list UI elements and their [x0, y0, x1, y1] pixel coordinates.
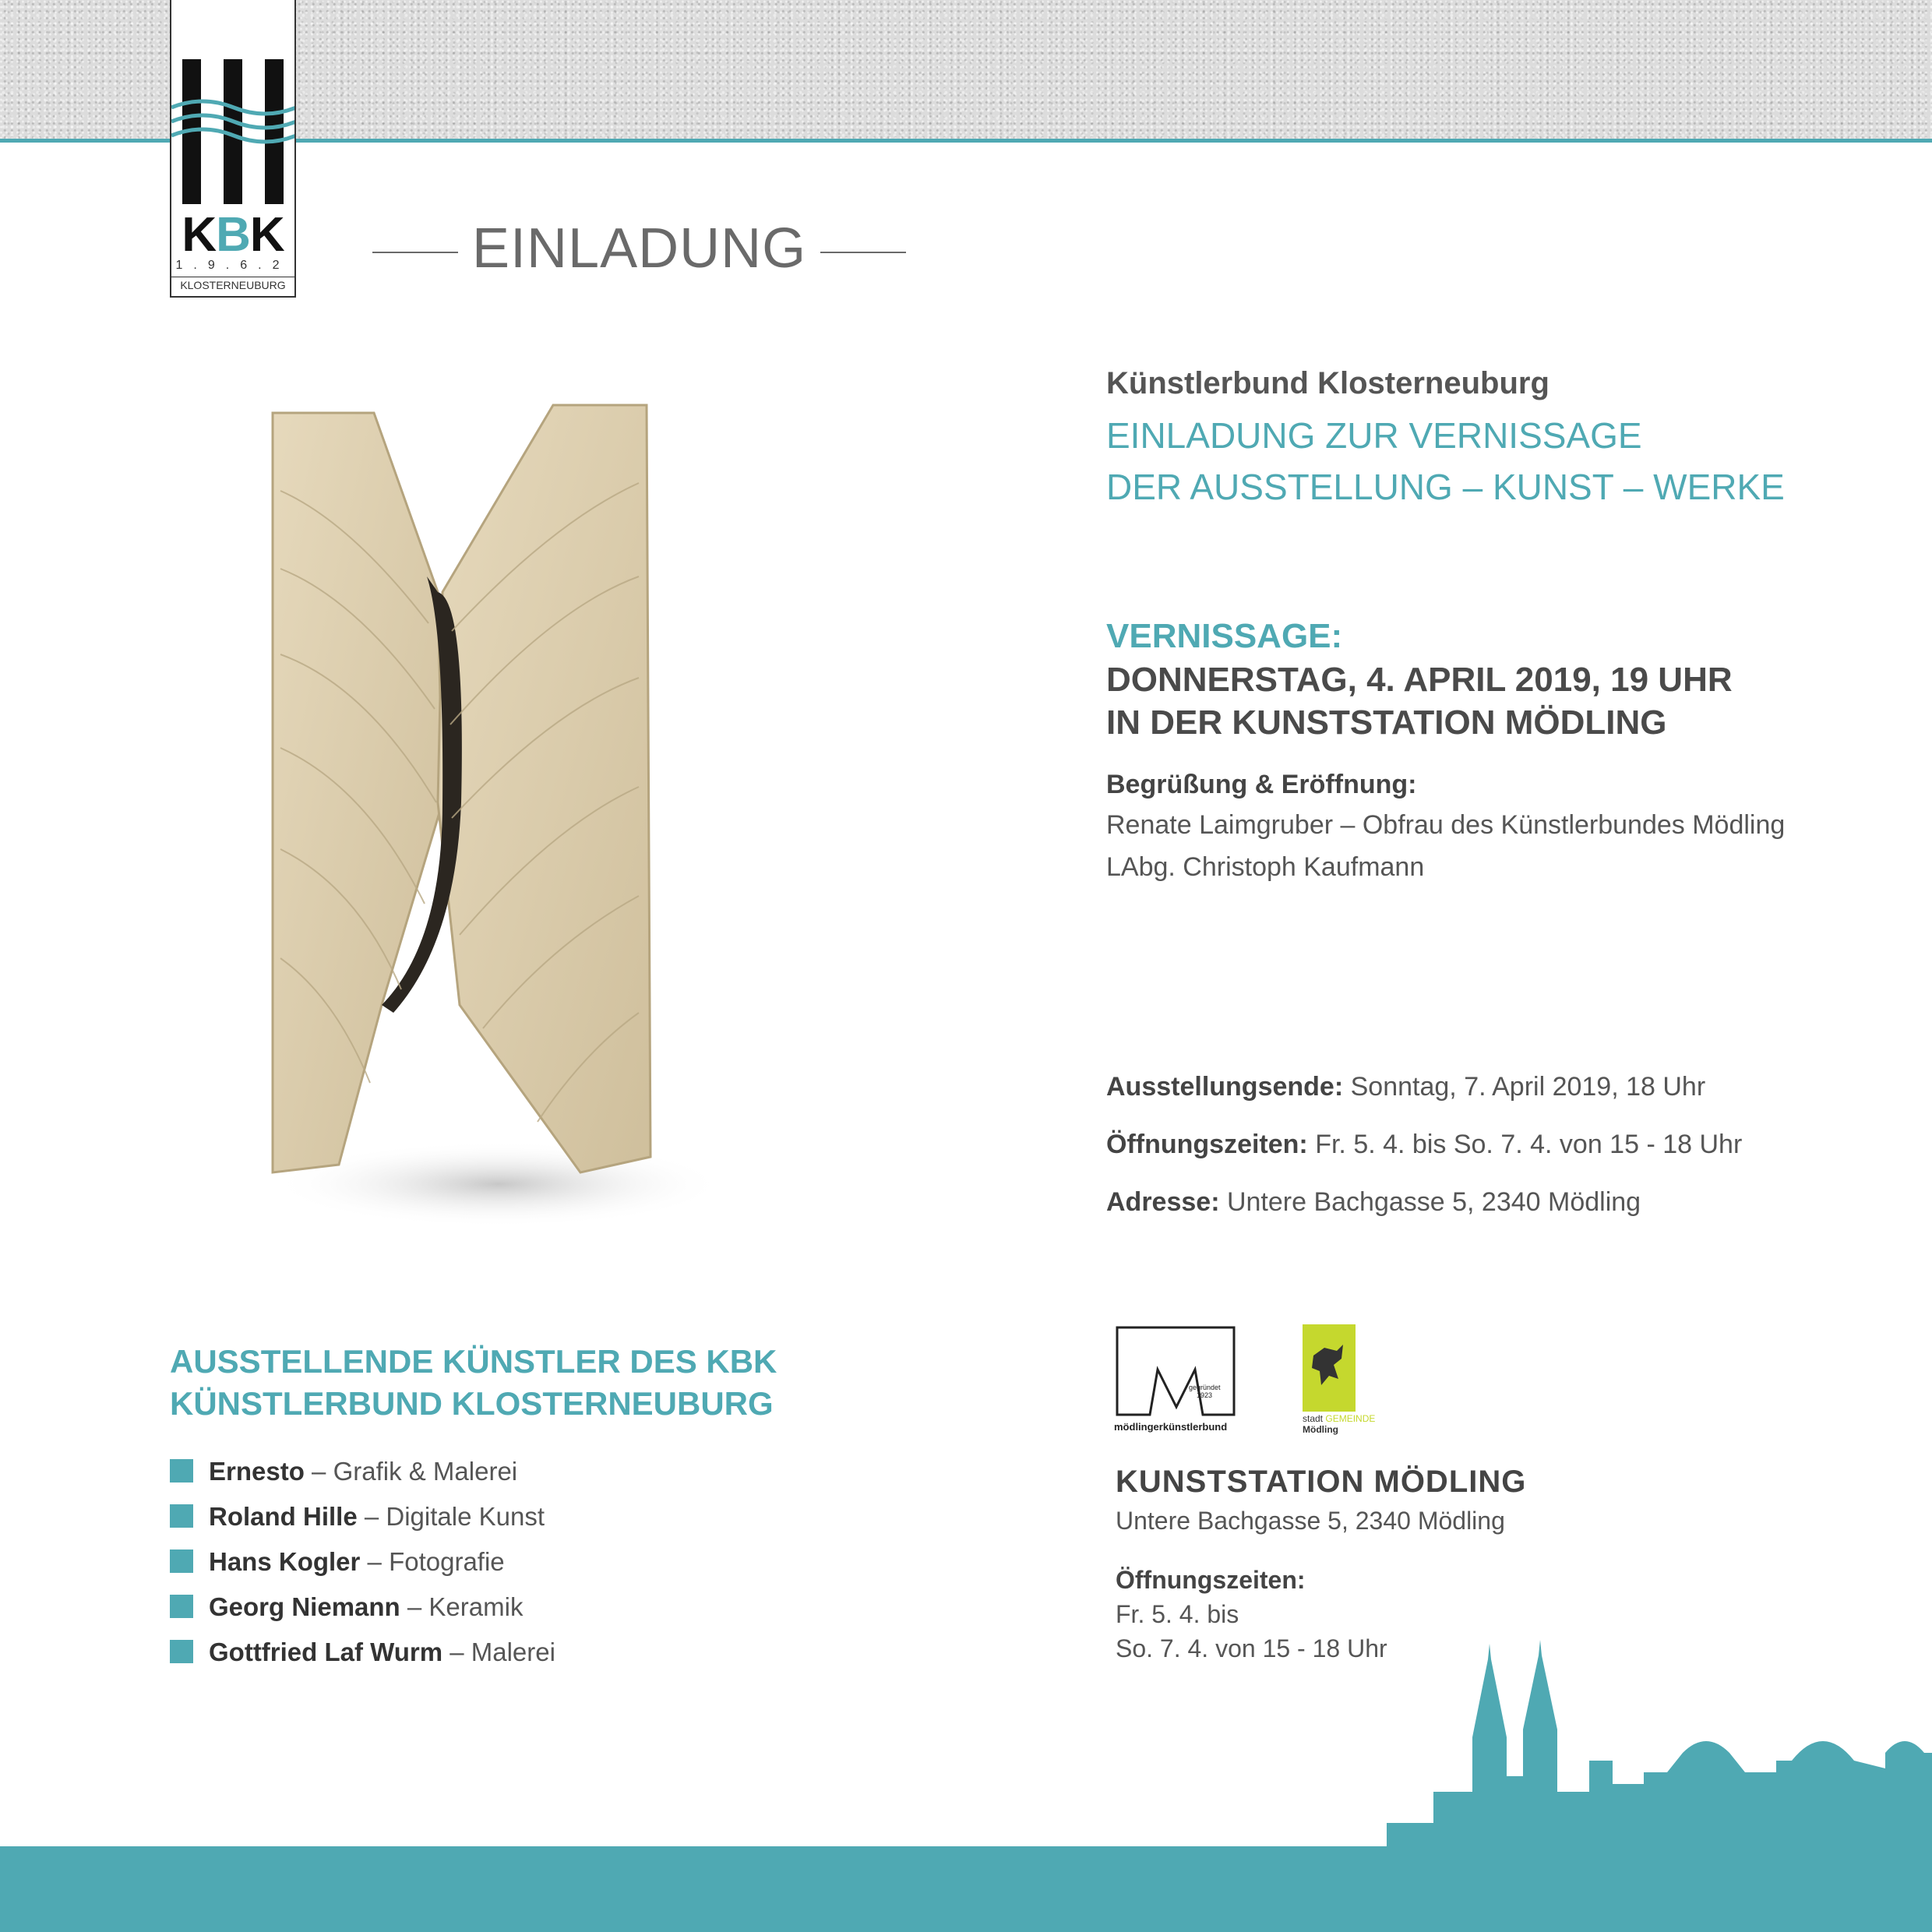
exhibition-end: Ausstellungsende: Sonntag, 7. April 2019, 18 Uhr — [1106, 1072, 1706, 1102]
intro-line2: DER AUSSTELLUNG – KUNST – WERKE — [1106, 467, 1785, 507]
opening-hours: Öffnungszeiten: Fr. 5. 4. bis So. 7. 4. von 15 - 18 Uhr — [1106, 1130, 1743, 1159]
intro-line1: EINLADUNG ZUR VERNISSAGE — [1106, 415, 1642, 456]
stadt-name: stadt GEMEINDE — [1303, 1413, 1376, 1424]
logo-waves-icon — [171, 86, 294, 179]
artist-row: Hans Kogler – Fotografie — [170, 1547, 505, 1577]
org-name: Künstlerbund Klosterneuburg — [1106, 366, 1549, 400]
venue-name: KUNSTSTATION MÖDLING — [1116, 1465, 1527, 1499]
artists-heading-1: AUSSTELLENDE KÜNSTLER DES KBK — [170, 1343, 777, 1380]
mkb-m-icon — [1114, 1324, 1239, 1418]
city-skyline-icon — [1387, 1636, 1932, 1854]
mkb-name: mödlingerkünstlerbund — [1114, 1421, 1228, 1433]
vernissage-date: DONNERSTAG, 4. APRIL 2019, 19 UHR — [1106, 661, 1733, 699]
kbk-logo — [170, 0, 296, 298]
title-dash — [820, 252, 906, 253]
crest-animal-icon — [1303, 1324, 1356, 1412]
stadt-town: Mödling — [1303, 1424, 1338, 1435]
footer-band — [0, 1846, 1932, 1932]
logo-year: 1.9.6.2 — [175, 259, 291, 272]
artists-heading-2: KÜNSTLERBUND KLOSTERNEUBURG — [170, 1385, 774, 1422]
artist-row: Roland Hille – Digitale Kunst — [170, 1502, 545, 1532]
stadtgemeinde-logo — [1303, 1324, 1376, 1435]
venue-hours-2: So. 7. 4. von 15 - 18 Uhr — [1116, 1634, 1387, 1662]
title-dash — [372, 252, 458, 253]
mkb-founded: gegründet 1923 — [1189, 1384, 1221, 1399]
moedlinger-kuenstlerbund-logo — [1114, 1324, 1239, 1433]
sculpture-image — [257, 397, 779, 1278]
artist-row: Gottfried Laf Wurm – Malerei — [170, 1638, 555, 1667]
bullet-square-icon — [170, 1640, 193, 1663]
venue-hours-label: Öffnungszeiten: — [1116, 1566, 1306, 1594]
page-title: EINLADUNG — [358, 217, 920, 280]
stadt-crest — [1303, 1324, 1356, 1412]
greeting-label: Begrüßung & Eröffnung: — [1106, 770, 1417, 799]
venue-address: Untere Bachgasse 5, 2340 Mödling — [1116, 1507, 1505, 1535]
logo-city: KLOSTERNEUBURG — [171, 277, 294, 291]
logo-letters: KBK — [182, 208, 284, 262]
address: Adresse: Untere Bachgasse 5, 2340 Mödling — [1106, 1187, 1641, 1217]
bullet-square-icon — [170, 1459, 193, 1482]
speaker-2: LAbg. Christoph Kaufmann — [1106, 852, 1425, 882]
vernissage-label: VERNISSAGE: — [1106, 617, 1343, 655]
bullet-square-icon — [170, 1504, 193, 1528]
artist-row: Ernesto – Grafik & Malerei — [170, 1457, 517, 1486]
venue-hours-1: Fr. 5. 4. bis — [1116, 1600, 1239, 1628]
bullet-square-icon — [170, 1595, 193, 1618]
speaker-1: Renate Laimgruber – Obfrau des Künstlerbundes Mödling — [1106, 810, 1786, 840]
bullet-square-icon — [170, 1549, 193, 1573]
vernissage-place: IN DER KUNSTSTATION MÖDLING — [1106, 703, 1667, 742]
artist-row: Georg Niemann – Keramik — [170, 1592, 523, 1622]
